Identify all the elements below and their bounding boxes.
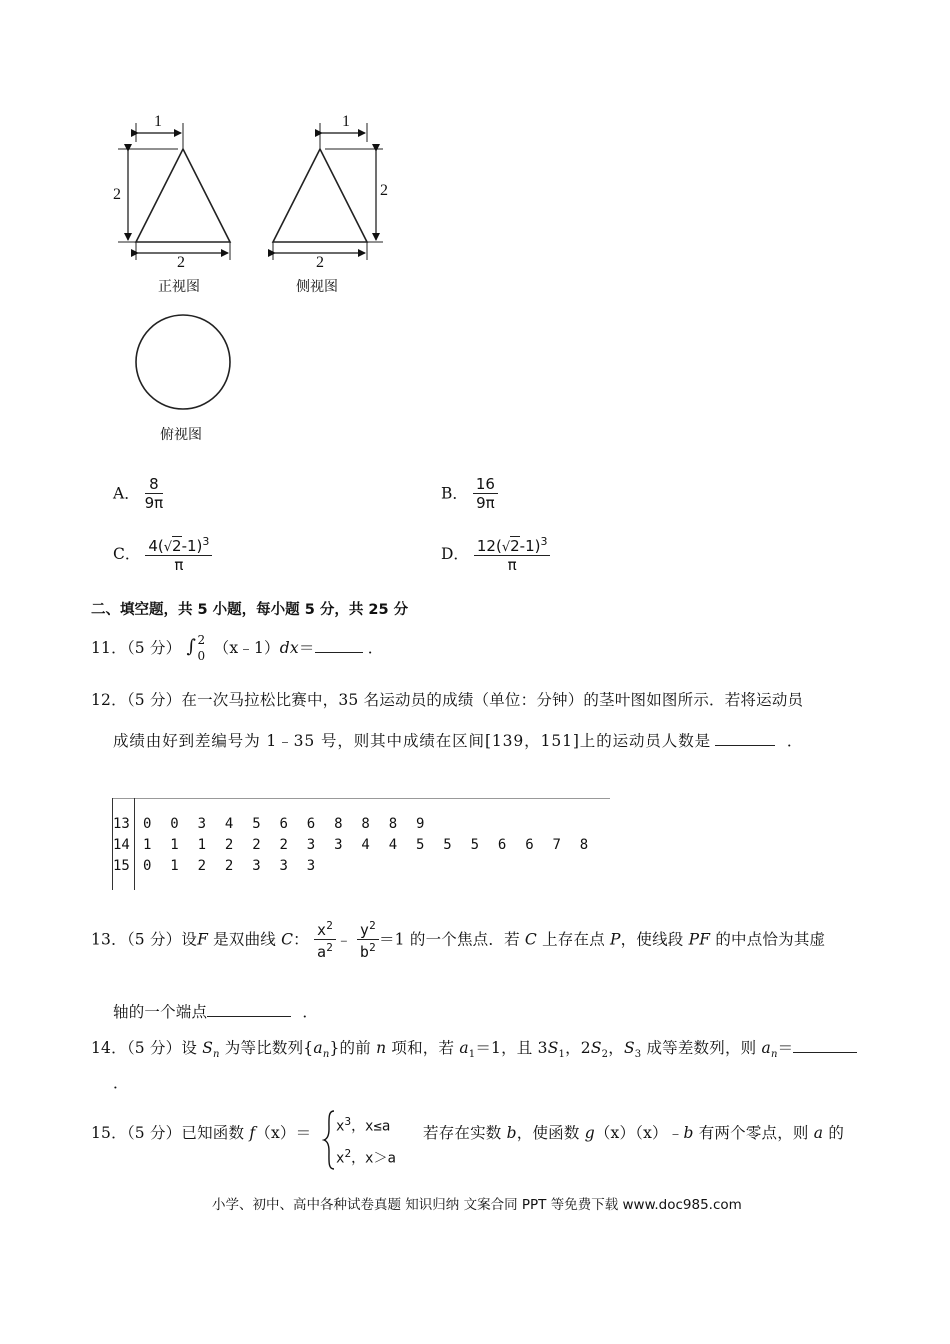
three-view-drawing [108, 112, 390, 447]
leaf-value: 0 [143, 858, 152, 874]
leaf-value: 6 [306, 816, 316, 832]
q15-case1: $x^3$，x≤a [336, 1115, 391, 1135]
q14-answer-blank[interactable] [793, 1038, 857, 1053]
q15-number: 15． [91, 1124, 127, 1142]
q13-y-fraction: $\frac{y^2}{b^2}$ [357, 920, 379, 960]
option-a-label: A． [113, 484, 140, 503]
leaf-value: 3 [252, 858, 261, 874]
question-15: 15．（5 分）已知函数 f（x）＝ [91, 1124, 312, 1142]
front-dim-bottom-label: 2 [177, 254, 185, 271]
option-d-numerator: $12(√2-1)^3$ [474, 536, 551, 556]
front-view-triangle [136, 149, 230, 242]
leaf-value: 2 [197, 858, 207, 874]
leaf-value: 8 [388, 816, 398, 832]
leaf-value: 3 [279, 858, 288, 874]
q11-score: （5 分） [126, 639, 182, 657]
q14-number: 14． [91, 1039, 127, 1057]
option-c-label: C． [113, 544, 141, 563]
stem-value: 14 [113, 837, 130, 853]
q11-number: 11． [91, 639, 127, 657]
leaf-value: 5 [416, 837, 425, 853]
leaf-value: 5 [470, 837, 480, 853]
top-view-caption: 俯视图 [160, 427, 202, 443]
question-12-line2: 成绩由好到差编号为 1﹣35 号，则其中成绩在区间[139，151]上的运动员人数是 ． [113, 732, 804, 750]
q13-answer-blank[interactable] [207, 1002, 291, 1017]
leaf-value: 1 [170, 837, 179, 853]
side-view-triangle [273, 149, 367, 242]
stem-leaf-plot [112, 798, 610, 890]
q13-x-fraction: $\frac{x^2}{a^2}$ [314, 920, 336, 960]
leaf-value: 3 [334, 837, 343, 853]
question-14-end: ． [113, 1074, 129, 1092]
option-a-denominator: 9π [144, 494, 164, 512]
question-11: 11．（5 分） ∫ 2 0 （x﹣1）dx＝ ． [91, 633, 384, 663]
leaf-value: 5 [443, 837, 452, 853]
q15-score: （5 分） [126, 1124, 182, 1142]
q13-score: （5 分） [126, 930, 182, 949]
option-b-denominator: 9π [476, 494, 495, 512]
option-a [113, 477, 163, 511]
question-13-line1: 13．（5 分）设F 是双曲线 C： $\frac{x^2}{a^2}$ ﹣ $\frac{y^2}{b^2}$ ＝1 的一个焦点．若 C 上存在点 P，使线段 PF 的中点恰为其虚 [91, 919, 826, 961]
leaf-value: 2 [252, 837, 261, 853]
leaf-value: 3 [197, 816, 207, 832]
leaf-value: 3 [306, 837, 316, 853]
leaf-value: 9 [416, 816, 425, 832]
q12-number: 12． [91, 691, 127, 709]
leaf-value: 6 [497, 837, 507, 853]
side-dim-top-label: 1 [342, 113, 350, 130]
option-c-denominator: π [174, 556, 184, 574]
leaf-value: 6 [279, 816, 288, 832]
stem-leaf-divider [134, 798, 135, 890]
front-dim-left-label: 2 [113, 186, 121, 203]
leaf-value: 1 [143, 837, 152, 853]
q11-integral: ∫ 2 0 [186, 633, 206, 663]
leaf-value: 7 [552, 837, 561, 853]
top-view-circle [136, 315, 230, 409]
option-b-label: B． [441, 484, 468, 503]
question-12-line1: 12．（5 分）在一次马拉松比赛中，35 名运动员的成绩（单位：分钟）的茎叶图如图所示．若将运动员 [91, 691, 804, 709]
section-2-title: 二、填空题，共 5 小题，每小题 5 分，共 25 分 [91, 602, 409, 618]
option-d [441, 536, 550, 573]
option-b-numerator: 16 [473, 477, 498, 494]
leaf-value: 4 [388, 837, 398, 853]
q12-score: （5 分） [126, 691, 182, 709]
q15-brace-icon [322, 1109, 336, 1171]
question-15-tail: 若存在实数 b，使函数 g（x）（x）﹣b 有两个零点，则 a 的 [423, 1124, 845, 1142]
q15-case2: $x^2$，x＞a [336, 1147, 396, 1167]
option-a-numerator: 8 [145, 477, 164, 494]
q14-score: （5 分） [126, 1039, 182, 1057]
front-view-caption: 正视图 [158, 279, 200, 295]
question-14: 14．（5 分）设 $S_n$ 为等比数列$\{a_n\}$的前 n 项和，若 $a_1=1$，且 $3S_1$，$2S_2$，$S_3$ 成等差数列，则 $a_n=$ [91, 1038, 857, 1060]
stem-value: 15 [113, 858, 130, 874]
leaf-value: 8 [334, 816, 343, 832]
option-b [441, 477, 498, 511]
leaf-value: 2 [224, 837, 234, 853]
leaf-value: 0 [170, 816, 179, 832]
q11-answer-blank[interactable] [315, 638, 363, 653]
stem-value: 13 [113, 816, 130, 832]
option-c-fraction [145, 536, 212, 573]
page-footer: 小学、初中、高中各种试卷真题 知识归纳 文案合同 PPT 等免费下载 www.doc985.com [212, 1197, 742, 1213]
stem-leaf-top-rule [112, 798, 610, 799]
side-view-caption: 侧视图 [296, 279, 338, 295]
side-dim-right-label: 2 [380, 182, 388, 199]
leaf-value: 1 [197, 837, 207, 853]
leaf-value: 8 [579, 837, 589, 853]
option-c-numerator: $4(√2-1)^3$ [145, 536, 212, 556]
option-d-denominator: π [507, 556, 517, 574]
front-dim-top-label: 1 [154, 113, 162, 130]
side-dim-bottom-label: 2 [316, 254, 324, 271]
q11-expr: （x﹣1） [213, 639, 280, 657]
option-a-fraction [145, 477, 164, 511]
leaf-value: 8 [361, 816, 370, 832]
option-d-fraction [474, 536, 551, 573]
question-13-line2: 轴的一个端点 ． [113, 1003, 319, 1021]
q11-dx: dx [279, 639, 299, 657]
q13-number: 13． [91, 930, 127, 949]
leaf-value: 4 [224, 816, 234, 832]
leaf-value: 3 [306, 858, 316, 874]
q12-answer-blank[interactable] [715, 731, 775, 746]
leaf-value: 4 [361, 837, 370, 853]
three-view-figure [108, 112, 390, 447]
leaf-value: 2 [224, 858, 234, 874]
leaf-value: 6 [525, 837, 534, 853]
option-c [113, 536, 212, 573]
option-b-fraction [473, 477, 498, 511]
leaf-value: 1 [170, 858, 179, 874]
q15-piecewise [322, 1109, 422, 1171]
leaf-value: 2 [279, 837, 288, 853]
option-d-label: D． [441, 544, 469, 563]
leaf-value: 5 [252, 816, 261, 832]
leaf-value: 0 [143, 816, 152, 832]
